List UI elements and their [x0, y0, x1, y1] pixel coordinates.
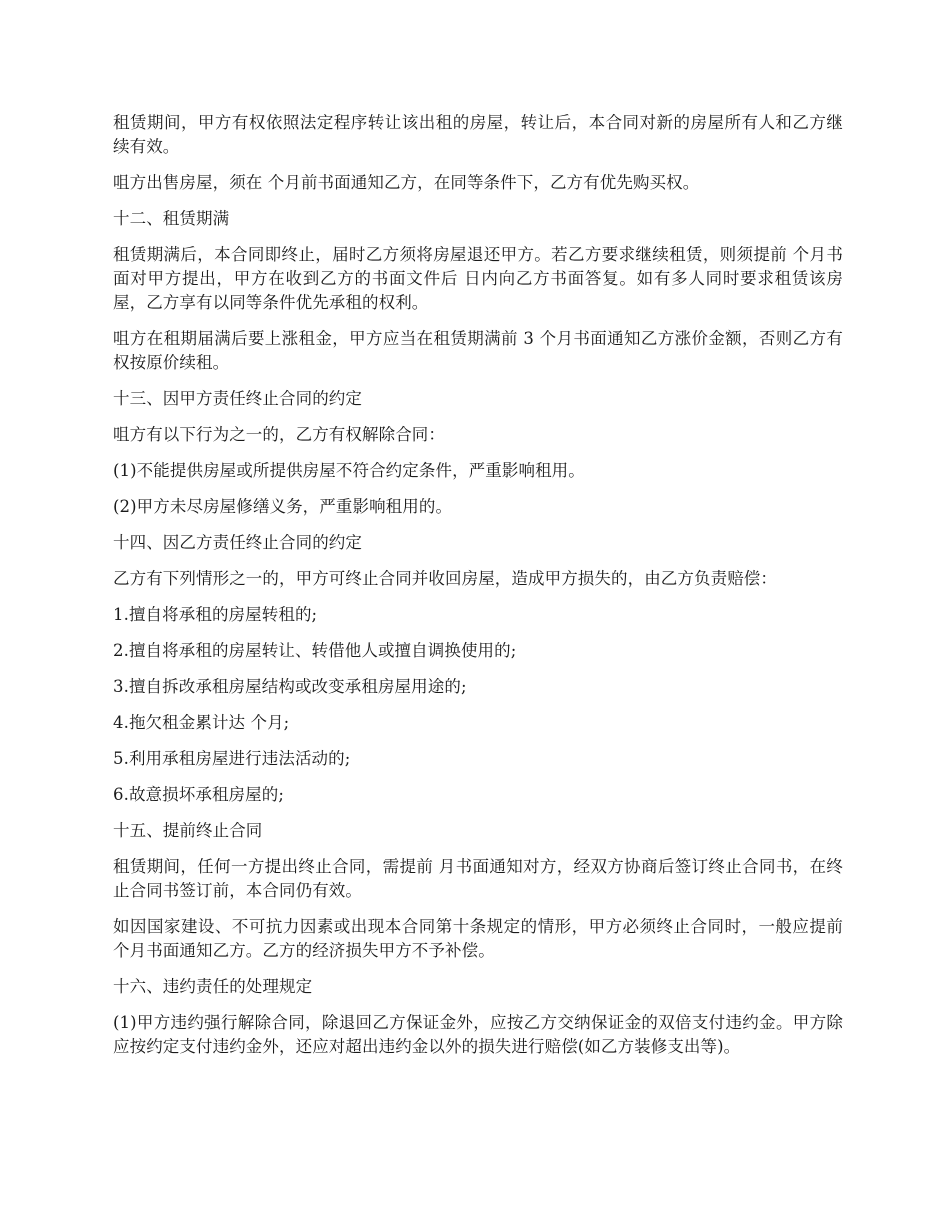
list-item-tenant-3: 3.擅自拆改承租房屋结构或改变承租房屋用途的;	[113, 677, 467, 696]
paragraph-sale-notice: 咀方出售房屋，须在 个月前书面通知乙方，在同等条件下，乙方有优先购买权。	[113, 173, 700, 192]
paragraph-force-majeure: 如因国家建设、不可抗力因素或出现本合同第十条规定的情形，甲方必须终止合同时，一般应提前 个月书面通知乙方。乙方的经济损失甲方不予补偿。	[113, 917, 843, 960]
list-item-tenant-2: 2.擅自将承租的房屋转让、转借他人或擅自调换使用的;	[113, 641, 517, 660]
section-heading-14: 十四、因乙方责任终止合同的约定	[113, 533, 362, 552]
paragraph-early-termination: 租赁期间，任何一方提出终止合同，需提前 月书面通知对方，经双方协商后签订终止合同书，在终止合同书签订前，本合同仍有效。	[113, 857, 843, 900]
list-item-landlord-2: (2)甲方未尽房屋修缮义务，严重影响租用的。	[113, 497, 453, 516]
paragraph-tenant-breach-intro: 乙方有下列情形之一的，甲方可终止合同并收回房屋，造成甲方损失的，由乙方负责赔偿：	[113, 569, 777, 588]
paragraph-rent-increase: 咀方在租期届满后要上涨租金，甲方应当在租赁期满前 3 个月书面通知乙方涨价金额，否则乙方有权按原价续租。	[113, 329, 843, 372]
list-item-landlord-1: (1)不能提供房屋或所提供房屋不符合约定条件，严重影响租用。	[113, 461, 585, 480]
list-item-tenant-5: 5.利用承租房屋进行违法活动的;	[113, 749, 351, 768]
paragraph-breach-liability: (1)甲方违约强行解除合同，除退回乙方保证金外，应按乙方交纳保证金的双倍支付违约金。甲方除应按约定支付违约金外，还应对超出违约金以外的损失进行赔偿(如乙方装修支出等)。	[113, 1013, 843, 1056]
list-item-tenant-4: 4.拖欠租金累计达 个月;	[113, 713, 290, 732]
section-heading-13: 十三、因甲方责任终止合同的约定	[113, 389, 362, 408]
paragraph-transfer-rights: 租赁期间，甲方有权依照法定程序转让该出租的房屋，转让后，本合同对新的房屋所有人和乙方继续有效。	[113, 113, 843, 156]
paragraph-lease-expiry: 租赁期满后，本合同即终止，届时乙方须将房屋退还甲方。若乙方要求继续租赁，则须提前 个月书面对甲方提出，甲方在收到乙方的书面文件后 日内向乙方书面答复。如有多人同时要求租赁该房屋，乙方享有以同等条件优先承租的权利。	[113, 245, 843, 312]
section-heading-15: 十五、提前终止合同	[113, 821, 263, 840]
list-item-tenant-1: 1.擅自将承租的房屋转租的;	[113, 605, 318, 624]
section-heading-12: 十二、租赁期满	[113, 209, 230, 228]
document-page	[113, 111, 843, 1071]
section-heading-16: 十六、违约责任的处理规定	[113, 977, 313, 996]
list-item-tenant-6: 6.故意损坏承租房屋的;	[113, 785, 285, 804]
paragraph-landlord-breach-intro: 咀方有以下行为之一的，乙方有权解除合同：	[113, 425, 445, 444]
